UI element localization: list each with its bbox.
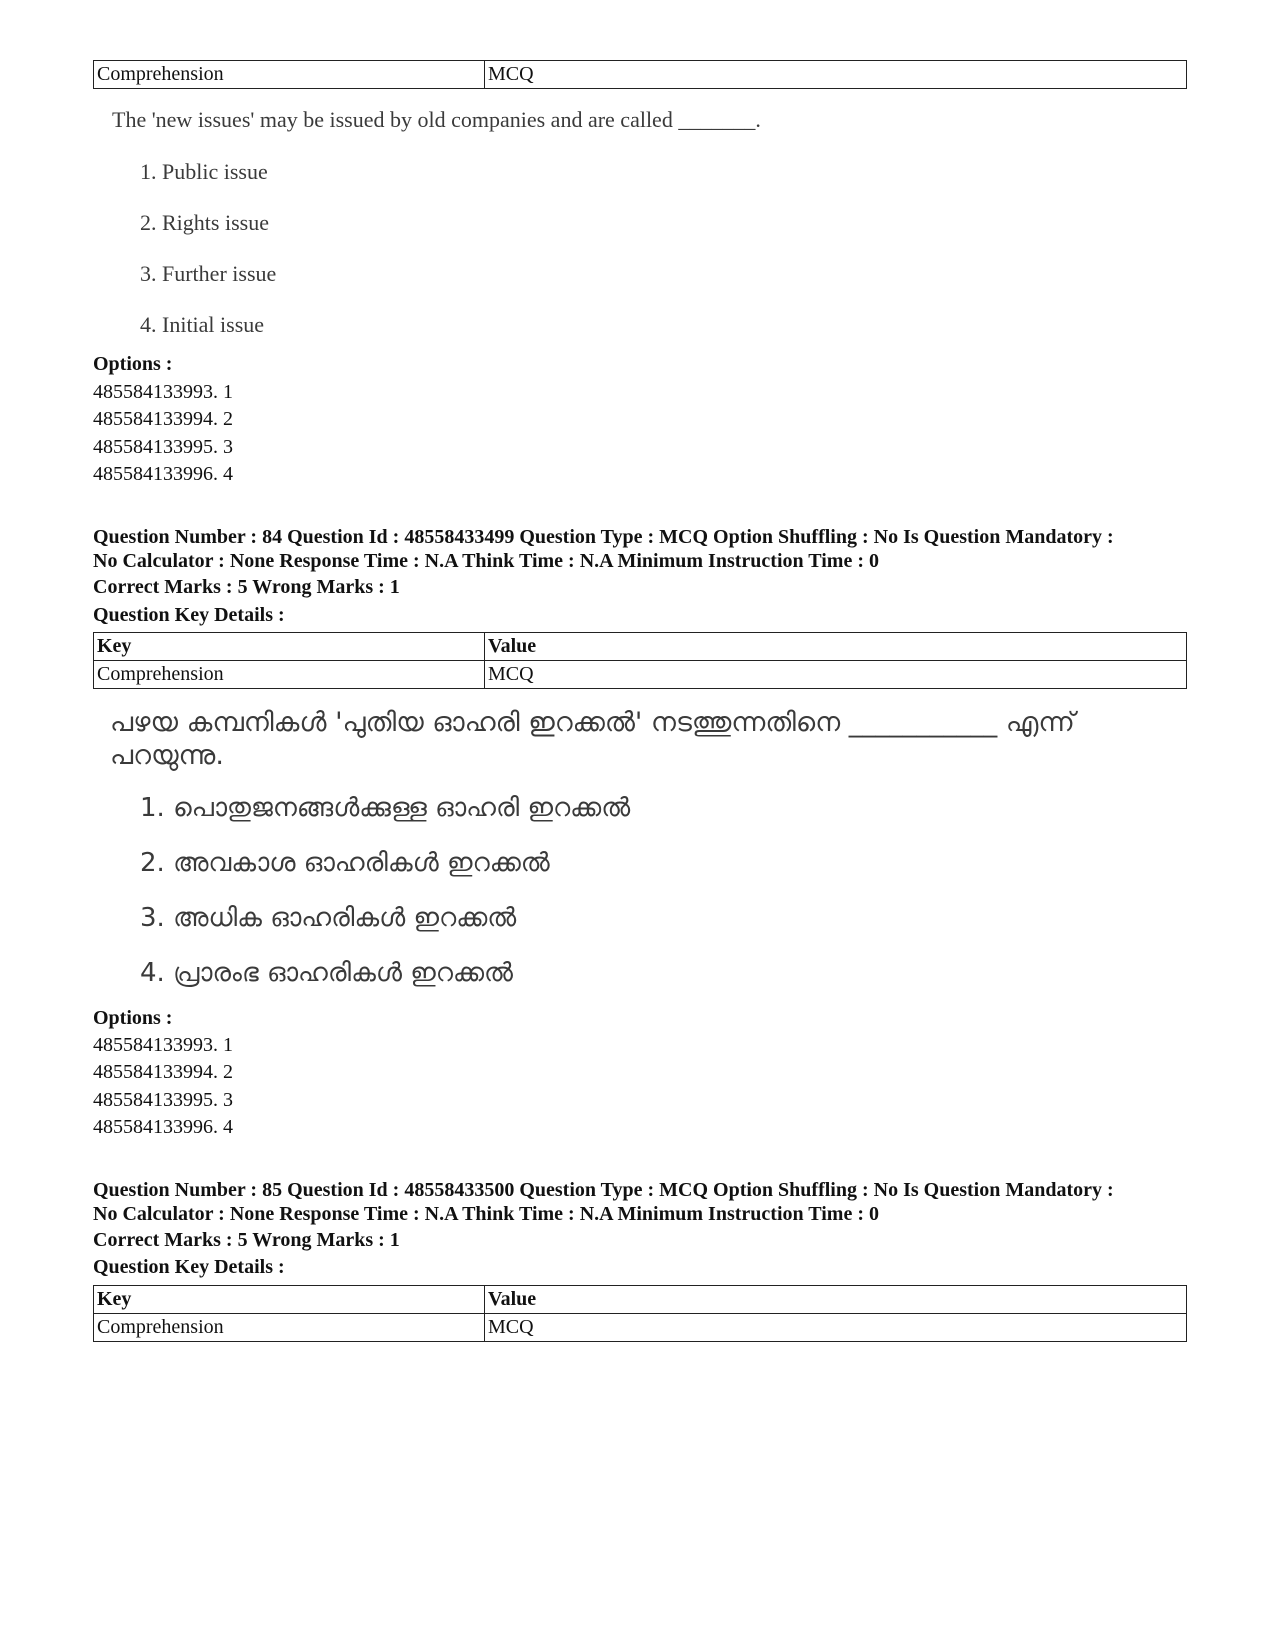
table-cell-key: Comprehension — [94, 661, 485, 689]
table-cell-value: MCQ — [485, 661, 1187, 689]
q84-option-2: 485584133994. 2 — [93, 1061, 233, 1083]
q84-key-details-label: Question Key Details : — [93, 604, 285, 626]
table-row — [94, 661, 1187, 689]
q83-option-3: 485584133995. 3 — [93, 436, 233, 458]
q83-question-text: The 'new issues' may be issued by old companies and are called _______. — [112, 107, 761, 132]
q84-option-1: 485584133993. 1 — [93, 1034, 233, 1056]
q84-meta-line2: No Calculator : None Response Time : N.A Think Time : N.A Minimum Instruction Time : 0 — [93, 550, 879, 572]
q83-option-4: 485584133996. 4 — [93, 463, 233, 485]
q83-choice-3: 3. Further issue — [140, 261, 277, 286]
q83-choice-1: 1. Public issue — [140, 159, 268, 184]
q84-option-4: 485584133996. 4 — [93, 1116, 233, 1138]
table-header-value: Value — [485, 633, 1187, 661]
q84-choice-4: 4. പ്രാരംഭ ഓഹരികൾ ഇറക്കൽ — [140, 958, 513, 988]
q84-choice-3: 3. അധിക ഓഹരികൾ ഇറക്കൽ — [140, 903, 517, 933]
q83-key-table — [93, 60, 1187, 89]
table-header-row — [94, 633, 1187, 661]
q85-key-table — [93, 1285, 1187, 1342]
q84-meta-line1: Question Number : 84 Question Id : 48558433499 Question Type : MCQ Option Shuffling : No Is Question Mandatory : — [93, 526, 1114, 548]
table-header-value: Value — [485, 1286, 1187, 1314]
table-header-key: Key — [94, 1286, 485, 1314]
table-row — [94, 1314, 1187, 1342]
table-cell-key: Comprehension — [94, 61, 485, 89]
table-cell-value: MCQ — [485, 1314, 1187, 1342]
q84-marks: Correct Marks : 5 Wrong Marks : 1 — [93, 576, 400, 598]
q83-option-2: 485584133994. 2 — [93, 408, 233, 430]
q83-option-1: 485584133993. 1 — [93, 381, 233, 403]
table-row — [94, 61, 1187, 89]
q83-choice-4: 4. Initial issue — [140, 312, 265, 337]
q85-meta — [93, 1178, 1213, 1226]
table-header-key: Key — [94, 633, 485, 661]
q85-meta-line1: Question Number : 85 Question Id : 48558433500 Question Type : MCQ Option Shuffling : No Is Question Mandatory : — [93, 1179, 1114, 1201]
q84-choice-2: 2. അവകാശ ഓഹരികൾ ഇറക്കൽ — [140, 848, 550, 878]
q85-meta-line2: No Calculator : None Response Time : N.A Think Time : N.A Minimum Instruction Time : 0 — [93, 1203, 879, 1225]
table-header-row — [94, 1286, 1187, 1314]
q83-options-label: Options : — [93, 353, 173, 375]
q84-option-3: 485584133995. 3 — [93, 1089, 233, 1111]
q84-choice-1: 1. പൊതുജനങ്ങൾക്കുള്ള ഓഹരി ഇറക്കൽ — [140, 793, 631, 823]
q83-choice-2: 2. Rights issue — [140, 210, 269, 235]
table-cell-key: Comprehension — [94, 1314, 485, 1342]
q84-question-text: പഴയ കമ്പനികൾ 'പുതിയ ഓഹരി ഇറക്കൽ' നടത്തുന്നതിനെ ___________ എന്ന് പറയുന്നു. — [110, 707, 1075, 771]
q84-options-label: Options : — [93, 1007, 173, 1029]
q85-key-details-label: Question Key Details : — [93, 1256, 285, 1278]
q84-meta — [93, 525, 1213, 573]
q85-marks: Correct Marks : 5 Wrong Marks : 1 — [93, 1229, 400, 1251]
q84-key-table — [93, 632, 1187, 689]
table-cell-value: MCQ — [485, 61, 1187, 89]
